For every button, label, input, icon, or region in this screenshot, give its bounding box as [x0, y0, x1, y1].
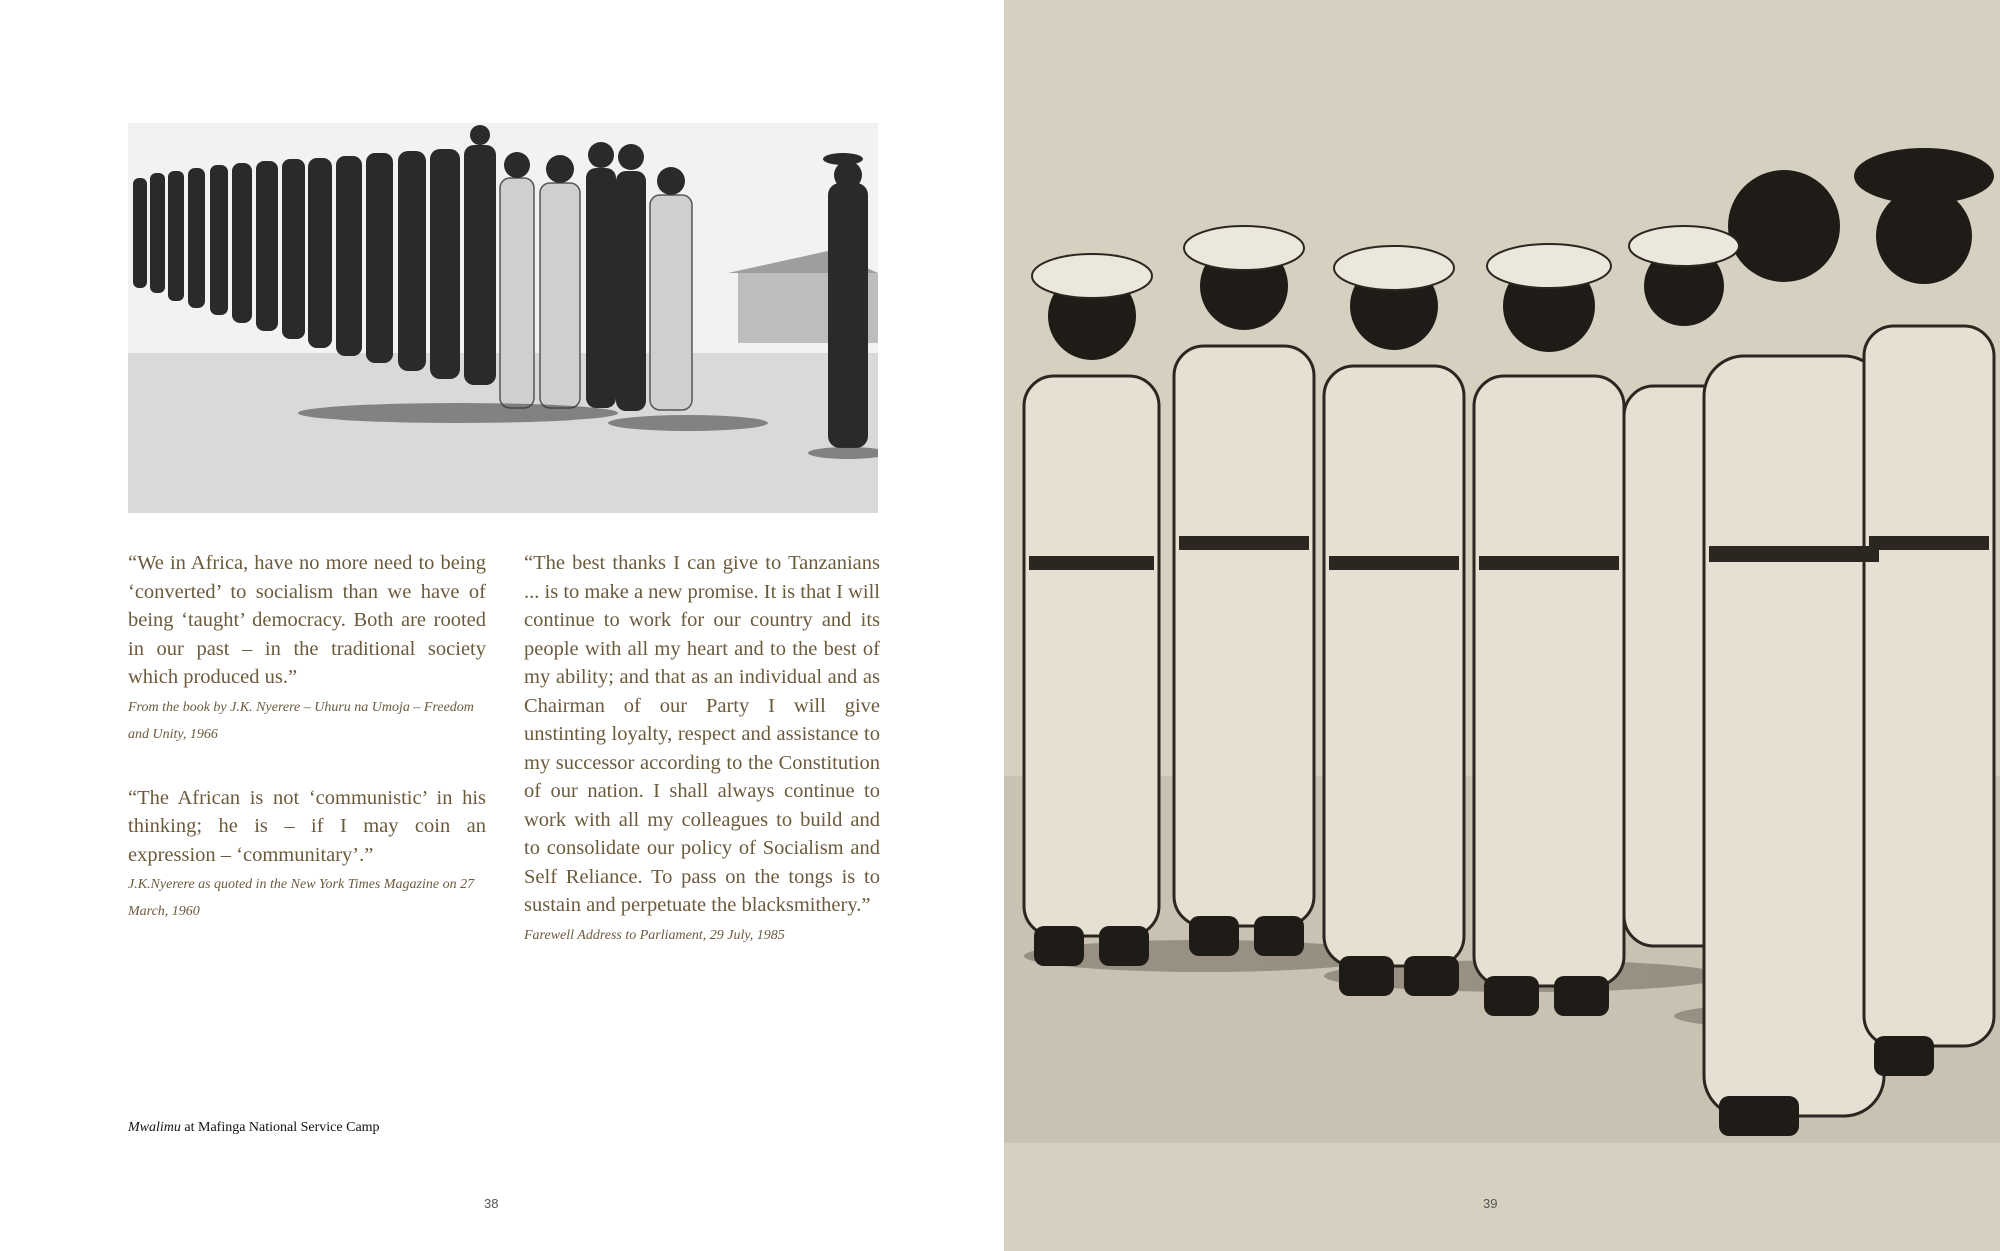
caption-text: at Mafinga National Service Camp — [180, 1120, 380, 1135]
quotes-right-column — [524, 549, 880, 949]
quote-source: Farewell Address to Parliament, 29 July, 1985 — [524, 927, 785, 943]
quotes-left-column — [128, 549, 486, 925]
quote-source: From the book by J.K. Nyerere – Uhuru na Umoja – Freedom and Unity, 1966 — [128, 699, 474, 742]
page-number-left: 38 — [484, 1196, 499, 1211]
photo-uniformed-men-icon — [1004, 136, 2000, 1143]
photo-people-queue-icon — [128, 123, 878, 513]
page-number-right: 39 — [1483, 1196, 1498, 1211]
quote-text: “We in Africa, have no more need to being ‘converted’ to socialism than we have of being ‘taught’ democracy. Both are rooted in our past – in the traditional society which produced us.” — [128, 552, 486, 688]
quote-source: J.K.Nyerere as quoted in the New York Times Magazine on 27 March, 1960 — [128, 877, 475, 919]
quote-block — [524, 549, 880, 949]
quote-text: “The African is not ‘communistic’ in his thinking; he is – if I may coin an expression – ‘communitary’.” — [128, 786, 486, 866]
quote-block — [128, 549, 486, 748]
quote-block — [128, 784, 486, 926]
quote-text: “The best thanks I can give to Tanzanians ... is to make a new promise. It is that I will continue to work for our country and its people with all my heart and to the best of my ability; and that as an individual and as Chairman of our Party I will give unstinting loyalty, respect and assistance to my successor according to the Constitution of our nation. I shall always continue to work with all my colleagues to build and to consolidate our policy of Socialism and Self Reliance. To pass on the tongs is to sustain and perpetuate the blacksmithery.” — [524, 552, 880, 916]
photo-caption — [128, 1120, 380, 1136]
caption-italic: Mwalimu — [128, 1120, 181, 1135]
